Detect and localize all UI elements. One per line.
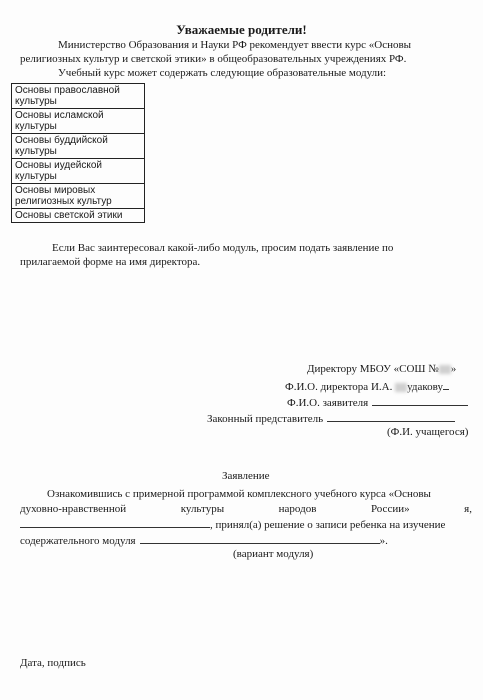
- intro-line-3: Учебный курс может содержать следующие образовательные модули:: [58, 67, 387, 79]
- director-name-line: [285, 379, 449, 394]
- redacted-mark: [439, 365, 451, 374]
- statement-word: я,: [464, 503, 472, 515]
- module-cell: Основы православной культуры: [12, 84, 145, 109]
- statement-line-4-end: ».: [379, 535, 388, 547]
- module-row: [12, 109, 145, 134]
- representative-label: Законный представитель: [207, 413, 324, 425]
- module-row: [12, 84, 145, 109]
- statement-line-4-text: содержательного модуля: [20, 535, 136, 547]
- statement-word: народов: [278, 503, 317, 515]
- director-name-blank[interactable]: [443, 379, 449, 390]
- applicant-name-field[interactable]: [20, 517, 210, 528]
- applicant-line: [287, 395, 468, 410]
- statement-line-2: [20, 502, 472, 516]
- date-signature-label: Дата, подпись: [20, 657, 86, 669]
- representative-field[interactable]: [327, 411, 455, 422]
- intro-line-1: Министерство Образования и Науки РФ рекомендует ввести курс «Основы: [58, 39, 412, 51]
- representative-line: [207, 411, 455, 426]
- module-row: [12, 134, 145, 159]
- page-title: Уважаемые родители!: [176, 22, 307, 37]
- module-choice-field[interactable]: [140, 533, 380, 544]
- director-line: [307, 363, 456, 376]
- statement-word: России»: [370, 503, 410, 515]
- redacted-mark: [395, 383, 407, 392]
- module-row: [12, 159, 145, 184]
- statement-heading: Заявление: [222, 470, 270, 482]
- director-name-label: Ф.И.О. директора И.А.: [285, 381, 393, 393]
- module-cell: Основы иудейской культуры: [12, 159, 145, 184]
- statement-word: культуры: [180, 503, 225, 515]
- director-text: Директору МБОУ «СОШ №: [307, 363, 439, 375]
- statement-line-3-text: , принял(а) решение о записи ребенка на изучение: [210, 519, 446, 531]
- statement-line-3: [20, 517, 445, 532]
- student-caption: (Ф.И. учащегося): [387, 426, 469, 438]
- module-cell: Основы светской этики: [12, 209, 145, 223]
- applicant-label: Ф.И.О. заявителя: [287, 397, 369, 409]
- director-text-end: »: [450, 363, 457, 375]
- request-line-1: Если Вас заинтересовал какой-либо модуль, просим подать заявление по: [52, 242, 394, 254]
- variant-caption: (вариант модуля): [233, 548, 314, 560]
- intro-line-2: религиозных культур и светской этики» в общеобразовательных учреждениях РФ.: [20, 53, 407, 65]
- module-row: [12, 184, 145, 209]
- modules-table: [11, 83, 145, 223]
- statement-word: духовно-нравственной: [20, 503, 127, 515]
- module-cell: Основы исламской культуры: [12, 109, 145, 134]
- module-cell: Основы мировых религиозных культур: [12, 184, 145, 209]
- request-line-2: прилагаемой форме на имя директора.: [20, 256, 201, 268]
- statement-line-1: Ознакомившись с примерной программой комплексного учебного курса «Основы: [47, 488, 431, 500]
- module-cell: Основы буддийской культуры: [12, 134, 145, 159]
- statement-line-4: [20, 533, 388, 548]
- module-row: [12, 209, 145, 223]
- director-name-end: удакову: [407, 381, 443, 393]
- applicant-field[interactable]: [372, 395, 468, 406]
